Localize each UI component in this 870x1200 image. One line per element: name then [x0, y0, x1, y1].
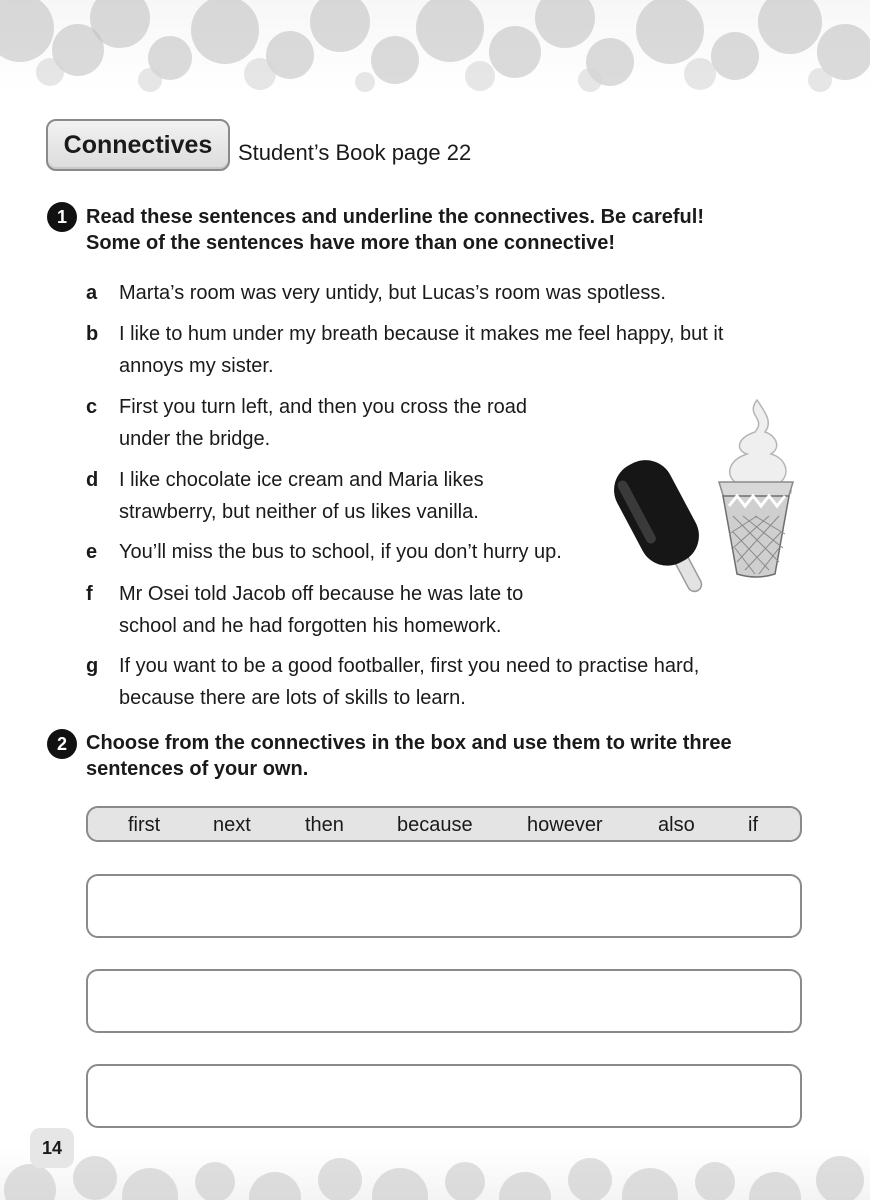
item-line: Marta’s room was very untidy, but Lucas’s room was spotless. [119, 282, 666, 304]
answer-box-1[interactable] [86, 874, 802, 938]
bubble-pattern-top [0, 0, 870, 92]
item-text [119, 650, 699, 714]
item-letter: b [86, 323, 99, 345]
bubble-pattern-bottom [0, 1148, 870, 1200]
item-line: Mr Osei told Jacob off because he was late to [119, 583, 524, 605]
item-text [119, 464, 484, 528]
answer-box-3[interactable] [86, 1064, 802, 1128]
connective-word: if [748, 814, 758, 836]
item-text [119, 318, 723, 382]
item-letter: f [86, 583, 93, 605]
connective-word: also [658, 814, 695, 836]
item-line: because there are lots of skills to learn. [119, 687, 466, 709]
connective-word: then [305, 814, 344, 836]
question-number-2: 2 [47, 729, 77, 759]
question-1-instruction [86, 204, 826, 256]
answer-box-2[interactable] [86, 969, 802, 1033]
page-number: 14 [30, 1128, 74, 1168]
item-line: strawberry, but neither of us likes vanilla. [119, 501, 479, 523]
item-text [119, 578, 523, 642]
question-number-1: 1 [47, 202, 77, 232]
item-letter: e [86, 541, 98, 563]
question-2-line-2: sentences of your own. [86, 758, 309, 780]
item-letter: d [86, 469, 99, 491]
section-title-box [46, 119, 230, 171]
item-line: annoys my sister. [119, 355, 274, 377]
connectives-word-box [86, 806, 802, 842]
connective-word: next [213, 814, 251, 836]
item-line: I like to hum under my breath because it makes me feel happy, but it [119, 323, 724, 345]
item-line: school and he had forgotten his homework. [119, 615, 502, 637]
question-2-line-1: Choose from the connectives in the box and use them to write three [86, 732, 732, 754]
item-line: under the bridge. [119, 428, 271, 450]
ice-lolly-icon [588, 458, 713, 610]
connective-word: however [527, 814, 603, 836]
question-1-line-1: Read these sentences and underline the connectives. Be careful! [86, 206, 704, 228]
ice-cream-cone-icon [715, 398, 797, 580]
item-letter: g [86, 655, 99, 677]
connective-word: first [128, 814, 161, 836]
item-line: First you turn left, and then you cross the road [119, 396, 527, 418]
connective-word: because [397, 814, 473, 836]
item-letter: a [86, 282, 98, 304]
section-title: Connectives [63, 130, 213, 159]
item-text [119, 536, 562, 568]
bottom-decorative-band [0, 1148, 870, 1200]
item-line: I like chocolate ice cream and Maria likes [119, 469, 484, 491]
item-text [119, 391, 527, 455]
book-reference: Student’s Book page 22 [238, 140, 472, 165]
item-text [119, 277, 666, 309]
top-decorative-band [0, 0, 870, 92]
item-line: If you want to be a good footballer, first you need to practise hard, [119, 655, 700, 677]
item-letter: c [86, 396, 98, 418]
question-1-line-2: Some of the sentences have more than one connective! [86, 232, 616, 254]
item-line: You’ll miss the bus to school, if you don’t hurry up. [119, 541, 562, 563]
question-2-instruction [86, 730, 826, 782]
